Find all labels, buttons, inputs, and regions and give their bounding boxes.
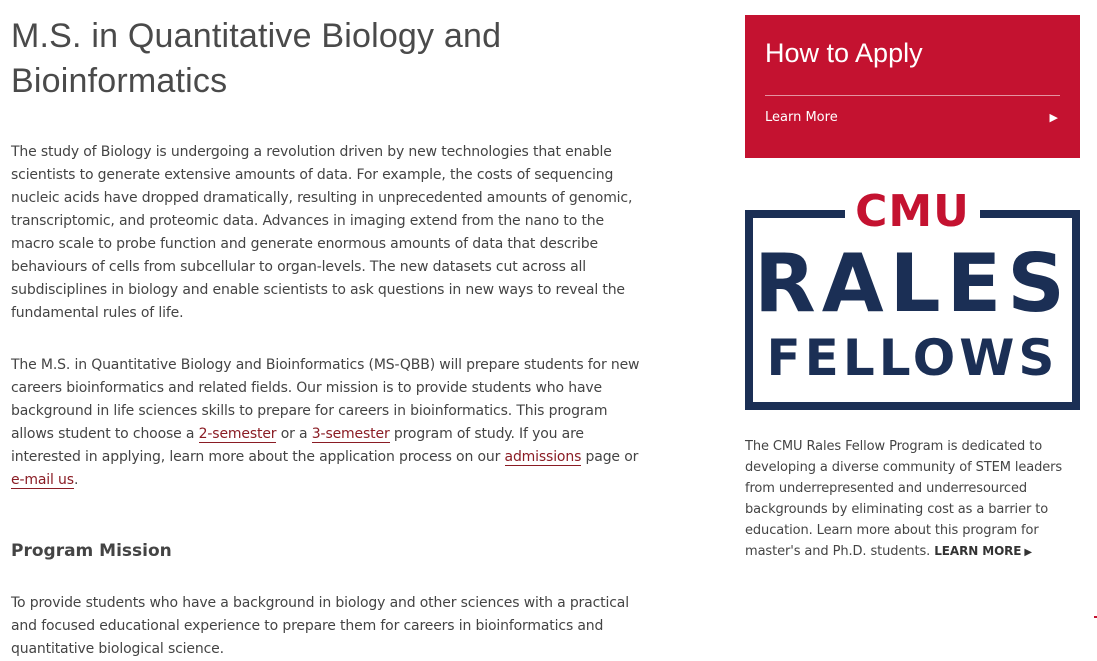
- program-text-4: page or: [581, 449, 639, 465]
- apply-learn-more-label: Learn More: [765, 110, 838, 125]
- program-text-1: The M.S. in Quantitative Biology and Bioinformatics (MS-QBB) will prepare students for new careers bioinformatics and related fields. Our mission is to provide students who have background in life sciences skills to prepare for careers in bioinformatics. This program allows student to choose a: [11, 357, 640, 442]
- logo-fellows: FELLOWS: [766, 329, 1059, 387]
- page-title: M.S. in Quantitative Biology and Bioinformatics: [11, 17, 502, 100]
- program-paragraph: [11, 354, 651, 492]
- logo-cmu: CMU: [745, 190, 1080, 234]
- mission-heading: Program Mission: [11, 541, 172, 561]
- how-to-apply-box: [745, 15, 1080, 158]
- apply-title: How to Apply: [765, 38, 923, 68]
- main-content: [11, 14, 651, 661]
- rales-description: [745, 436, 1080, 563]
- rales-description-text: The CMU Rales Fellow Program is dedicated to developing a diverse community of STEM leaders from underrepresented and underresourced backgrounds by eliminating cost as a barrier to education. Learn more about this program for master's and Ph.D. students.: [745, 439, 1063, 559]
- rales-fellows-logo[interactable]: [745, 186, 1080, 412]
- mission-paragraph: To provide students who have a background in biology and other sciences with a practical and focused educational experience to prepare them for careers in bioinformatics and quantitative biological science.: [11, 595, 629, 657]
- email-us-link[interactable]: e-mail us: [11, 472, 74, 488]
- arrow-right-icon: ▶: [1049, 111, 1058, 124]
- intro-paragraph: The study of Biology is undergoing a revolution driven by new technologies that enable scientists to generate extensive amounts of data. For example, the costs of sequencing nucleic acids have dropped dramatically, resulting in unprecedented amounts of genomic, transcriptomic, and proteomic data. Advances in imaging extend from the nano to the macro scale to probe function and generate enormous amounts of data that describe behaviours of cells from subcellular to organ-levels. The new datasets cut across all subdisciplines in biology and enable scientists to ask questions in new ways to reveal the fundamental rules of life.: [11, 144, 633, 321]
- apply-divider: [765, 95, 1060, 96]
- caret-right-icon: ▶: [1024, 547, 1033, 558]
- two-semester-link[interactable]: 2-semester: [198, 426, 277, 442]
- program-text-5: .: [73, 472, 79, 488]
- program-text-2: or a: [276, 426, 312, 442]
- rales-learn-more-link[interactable]: LEARN MORE ▶: [934, 544, 1033, 558]
- admissions-link[interactable]: admissions: [504, 449, 582, 465]
- apply-learn-more-link[interactable]: [765, 110, 1060, 125]
- three-semester-link[interactable]: 3-semester: [311, 426, 390, 442]
- program-text-3: program of study. If you are interested in applying, learn more about the application process on our: [11, 426, 584, 465]
- logo-rales: RALES: [754, 237, 1071, 330]
- sidebar: [745, 15, 1080, 563]
